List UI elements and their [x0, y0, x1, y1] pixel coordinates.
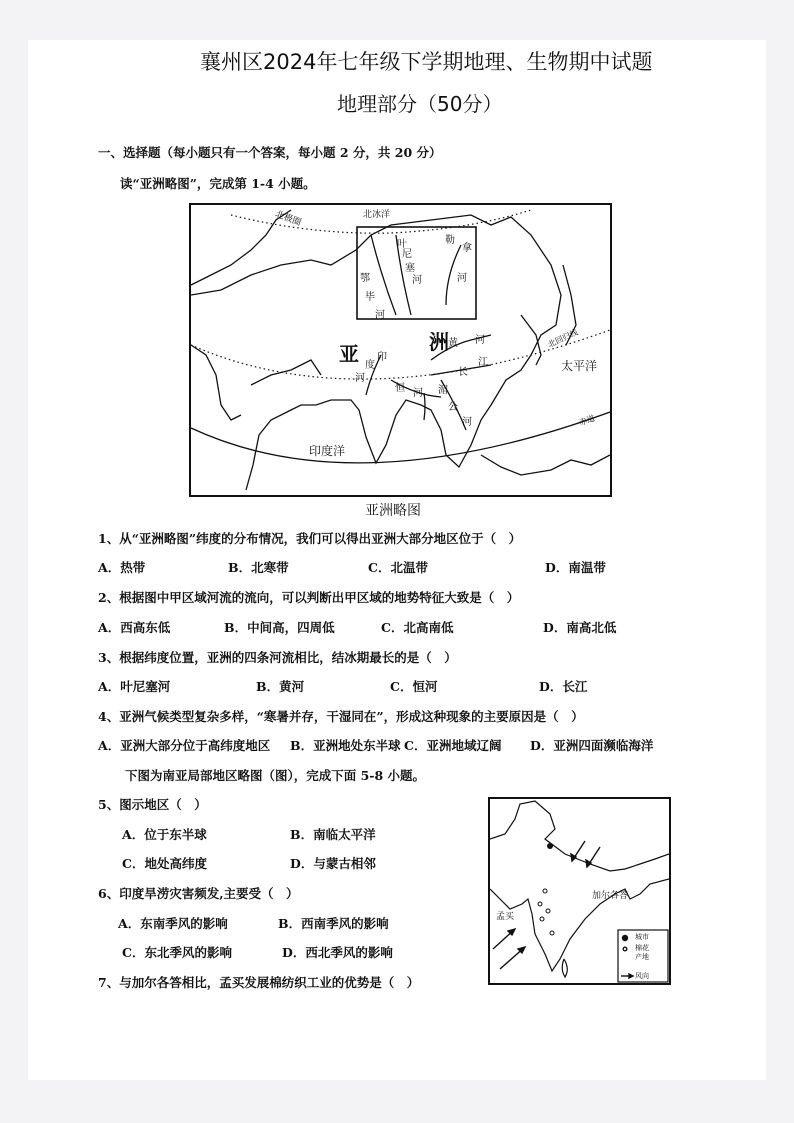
label-equator: 赤道 — [578, 413, 596, 428]
label-lena: 拿 — [462, 243, 472, 254]
label-ganges: 恒 — [395, 383, 405, 394]
question-4: 4、亚洲气候类型复杂多样，“寒暑并存，干湿同在”，形成这种现象的主要原因是（ ） — [98, 709, 584, 724]
label-lena: 勒 — [445, 235, 455, 246]
label-yenisei: 河 — [412, 275, 422, 286]
label-indus: 河 — [355, 373, 365, 384]
river-ob — [371, 235, 396, 315]
option-3a: A．叶尼塞河 — [98, 679, 171, 694]
coastline-red-sea — [191, 345, 241, 420]
cotton-marker — [550, 931, 554, 935]
label-yellow-river: 河 — [475, 335, 485, 346]
option-5b: B．南临太平洋 — [290, 827, 376, 842]
label-indian-ocean: 印度洋 — [309, 444, 346, 458]
option-5d: D．与蒙古相邻 — [290, 856, 376, 871]
equator-line — [191, 412, 610, 463]
legend-cotton-icon — [623, 947, 627, 951]
option-4a: A．亚洲大部分位于高纬度地区 — [98, 738, 271, 753]
option-1c: C．北温带 — [368, 560, 428, 575]
sri-lanka — [562, 959, 567, 977]
tropic-of-cancer-line — [191, 330, 610, 379]
label-asia: 亚 — [339, 342, 359, 366]
question-5: 5、图示地区（ ） — [98, 797, 207, 812]
section-heading: 一、选择题（每小题只有一个答案，每小题 2 分，共 20 分） — [98, 145, 442, 160]
coastline-islands — [481, 455, 610, 475]
legend-city-icon — [623, 936, 628, 941]
question-7: 7、与加尔各答相比，孟买发展棉纺织工业的优势是（ ） — [98, 975, 420, 990]
label-pacific-ocean: 太平洋 — [561, 359, 598, 373]
label-kolkata: 加尔各答 — [592, 891, 629, 901]
option-2a: A．西高东低 — [98, 620, 171, 635]
coastline-west — [191, 210, 291, 285]
legend-cotton-label: 棉花产地 — [635, 944, 649, 961]
cotton-marker — [538, 902, 542, 906]
label-yenisei: 塞 — [405, 263, 415, 274]
label-yangtze: 江 — [478, 357, 488, 368]
label-yenisei: 尼 — [402, 249, 412, 260]
exam-title: 襄州区2024年七年级下学期地理、生物期中试题 — [200, 50, 653, 74]
label-ob: 鄂 — [360, 273, 370, 284]
label-mekong: 湄 — [438, 385, 448, 396]
option-6b: B．西南季风的影响 — [278, 916, 389, 931]
cotton-marker — [543, 889, 547, 893]
option-4d: D．亚洲四面濒临海洋 — [530, 738, 654, 753]
border-north — [490, 801, 669, 871]
label-arctic-ocean: 北冰洋 — [363, 210, 391, 220]
option-3d: D．长江 — [539, 679, 588, 694]
legend-wind-label: 风向 — [635, 972, 649, 980]
south-asia-map — [488, 797, 671, 985]
option-3c: C．恒河 — [390, 679, 438, 694]
label-yellow-river: 黄 — [448, 338, 458, 349]
question-1: 1、从“亚洲略图”纬度的分布情况，我们可以得出亚洲大部分地区位于（ ） — [98, 531, 522, 546]
option-2b: B．中间高，四周低 — [224, 620, 335, 635]
label-ob: 毕 — [365, 292, 375, 303]
section-subtitle: 地理部分（50分） — [337, 92, 503, 116]
option-2c: C．北高南低 — [381, 620, 454, 635]
option-3b: B．黄河 — [256, 679, 305, 694]
label-ob: 河 — [375, 310, 385, 321]
question-2: 2、根据图中甲区域河流的流向，可以判断出甲区域的地势特征大致是（ ） — [98, 590, 520, 605]
label-mumbai: 孟买 — [496, 912, 515, 922]
cotton-marker — [546, 909, 550, 913]
instruction-1-4: 读“亚洲略图”，完成第 1-4 小题。 — [120, 176, 316, 191]
label-ganges: 河 — [413, 388, 423, 399]
option-5c: C．地处高纬度 — [122, 856, 207, 871]
option-2d: D．南高北低 — [543, 620, 617, 635]
label-lena: 河 — [457, 273, 467, 284]
city-marker — [547, 843, 553, 849]
option-4c: C．亚洲地域辽阔 — [404, 738, 502, 753]
question-3: 3、根据纬度位置，亚洲的四条河流相比，结冰期最长的是（ ） — [98, 650, 457, 665]
instruction-5-8: 下图为南亚局部地区略图（图），完成下面 5-8 小题。 — [125, 768, 426, 783]
label-asia: 洲 — [429, 330, 449, 354]
option-5a: A．位于东半球 — [122, 827, 207, 842]
label-yangtze: 长 — [458, 367, 468, 378]
option-1d: D．南温带 — [545, 560, 606, 575]
legend-city-label: 城市 — [635, 933, 649, 941]
label-indus: 度 — [365, 360, 375, 371]
option-1a: A．热带 — [98, 560, 146, 575]
label-arctic-circle: 北极圈 — [273, 209, 303, 229]
label-tropic-of-cancer: 北回归线 — [546, 327, 580, 350]
option-6a: A．东南季风的影响 — [118, 916, 228, 931]
option-6d: D．西北季风的影响 — [282, 945, 393, 960]
label-yenisei: 叶 — [397, 239, 407, 250]
label-indus: 印 — [377, 352, 387, 363]
asia-map — [189, 203, 612, 497]
question-6: 6、印度旱涝灾害频发,主要受（ ） — [98, 886, 299, 901]
option-4b: B．亚洲地处东半球 — [290, 738, 401, 753]
label-mekong: 河 — [462, 417, 472, 428]
asia-map-caption: 亚洲略图 — [365, 503, 421, 519]
label-mekong: 公 — [448, 402, 458, 413]
option-6c: C．东北季风的影响 — [122, 945, 232, 960]
option-1b: B．北寒带 — [228, 560, 289, 575]
cotton-marker — [540, 917, 544, 921]
